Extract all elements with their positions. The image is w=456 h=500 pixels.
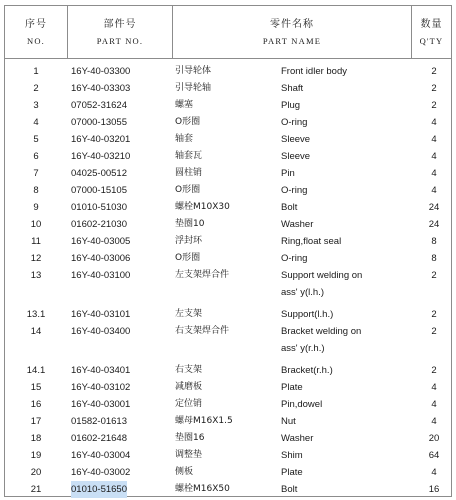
table-row bbox=[5, 430, 451, 447]
table-row bbox=[5, 413, 451, 430]
part-name-en: Sleeve bbox=[281, 134, 311, 145]
part-number: 16Y-40-03300 bbox=[71, 66, 131, 77]
part-name-cn: 侧板 bbox=[175, 467, 194, 477]
part-name-cn: O形圈 bbox=[175, 253, 201, 263]
header-part bbox=[68, 6, 172, 58]
part-name-en: O-ring bbox=[281, 253, 308, 264]
part-number: 01010-51030 bbox=[71, 202, 127, 213]
part-name-en: Washer bbox=[281, 433, 314, 444]
part-name-cn: 引导轮轴 bbox=[175, 83, 212, 93]
table-row bbox=[5, 323, 451, 354]
header-name-en: PART NAME bbox=[262, 36, 322, 46]
quantity: 2 bbox=[431, 100, 437, 111]
part-name-en: Bolt bbox=[281, 202, 298, 213]
row-number: 9 bbox=[33, 202, 39, 213]
part-name-cn: 减磨板 bbox=[175, 382, 203, 392]
part-name-cn: 调整垫 bbox=[175, 450, 203, 460]
quantity: 4 bbox=[431, 117, 437, 128]
table-row bbox=[5, 114, 451, 131]
part-name-en: O-ring bbox=[281, 117, 308, 128]
header-no-en: NO. bbox=[26, 36, 45, 46]
part-name-en: Front idler body bbox=[281, 66, 348, 77]
part-name-en: Pin bbox=[281, 168, 295, 179]
part-name-cn: 螺塞 bbox=[175, 100, 194, 110]
part-number: 16Y-40-03005 bbox=[71, 236, 131, 247]
row-number: 17 bbox=[30, 416, 42, 427]
part-name-en-line2: ass' y(l.h.) bbox=[281, 287, 324, 298]
part-number: 07000-15105 bbox=[71, 185, 127, 196]
part-name-en: Pin,dowel bbox=[281, 399, 323, 410]
quantity: 24 bbox=[428, 219, 440, 230]
part-number: 01602-21030 bbox=[71, 219, 127, 230]
part-number: 16Y-40-03006 bbox=[71, 253, 131, 264]
part-name-cn: 垫圈10 bbox=[175, 219, 205, 229]
part-number: 16Y-40-03001 bbox=[71, 399, 131, 410]
part-name-en: Bracket(r.h.) bbox=[281, 365, 333, 376]
part-number: 07052-31624 bbox=[71, 100, 127, 111]
row-number: 21 bbox=[30, 484, 42, 495]
header-part-en: PART NO. bbox=[96, 36, 144, 46]
quantity: 4 bbox=[431, 399, 437, 410]
quantity: 20 bbox=[428, 433, 440, 444]
quantity: 2 bbox=[431, 309, 437, 320]
part-name-cn: 左支架 bbox=[175, 309, 203, 319]
table-row bbox=[5, 447, 451, 464]
part-name-cn: O形圈 bbox=[175, 185, 201, 195]
table-row bbox=[5, 63, 451, 80]
part-name-en: Shaft bbox=[281, 83, 304, 94]
quantity: 24 bbox=[428, 202, 440, 213]
table-row bbox=[5, 379, 451, 396]
quantity: 2 bbox=[431, 326, 437, 337]
table-row bbox=[5, 267, 451, 298]
row-number: 1 bbox=[33, 66, 39, 77]
part-number: 01010-51650 bbox=[71, 481, 127, 498]
header-qty-en: Q'TY bbox=[419, 36, 444, 46]
quantity: 4 bbox=[431, 416, 437, 427]
quantity: 2 bbox=[431, 66, 437, 77]
table-row bbox=[5, 464, 451, 481]
part-name-en: O-ring bbox=[281, 185, 308, 196]
quantity: 4 bbox=[431, 467, 437, 478]
row-number: 16 bbox=[30, 399, 42, 410]
row-number: 12 bbox=[30, 253, 42, 264]
row-number: 14 bbox=[30, 326, 42, 337]
part-name-cn: 圆柱销 bbox=[175, 168, 203, 178]
part-number: 16Y-40-03401 bbox=[71, 365, 131, 376]
quantity: 64 bbox=[428, 450, 440, 461]
header-part-cn: 部件号 bbox=[103, 19, 137, 30]
quantity: 8 bbox=[431, 253, 437, 264]
part-number: 16Y-40-03101 bbox=[71, 309, 131, 320]
part-name-cn: 轴套 bbox=[175, 134, 194, 144]
table-row bbox=[5, 165, 451, 182]
part-number: 16Y-40-03102 bbox=[71, 382, 131, 393]
part-name-cn: 右支架焊合件 bbox=[175, 326, 230, 336]
quantity: 4 bbox=[431, 134, 437, 145]
quantity: 2 bbox=[431, 270, 437, 281]
row-number: 14.1 bbox=[26, 365, 46, 376]
table-row bbox=[5, 396, 451, 413]
part-number: 16Y-40-03002 bbox=[71, 467, 131, 478]
part-number: 16Y-40-03100 bbox=[71, 270, 131, 281]
part-name-en: Support(l.h.) bbox=[281, 309, 334, 320]
part-number: 07000-13055 bbox=[71, 117, 127, 128]
row-number: 8 bbox=[33, 185, 39, 196]
part-name-en: Support welding on bbox=[281, 270, 363, 281]
part-name-en: Plug bbox=[281, 100, 301, 111]
row-number: 2 bbox=[33, 83, 39, 94]
table-header bbox=[5, 6, 451, 59]
part-name-cn: 右支架 bbox=[175, 365, 203, 375]
header-qty-cn: 数量 bbox=[420, 19, 443, 30]
part-name-cn: 定位销 bbox=[175, 399, 203, 409]
quantity: 8 bbox=[431, 236, 437, 247]
quantity: 4 bbox=[431, 151, 437, 162]
table-row bbox=[5, 233, 451, 250]
part-name-en: Plate bbox=[281, 467, 303, 478]
row-number: 6 bbox=[33, 151, 39, 162]
table-row bbox=[5, 148, 451, 165]
table-row bbox=[5, 216, 451, 233]
row-number: 10 bbox=[30, 219, 42, 230]
row-number: 5 bbox=[33, 134, 39, 145]
table-row bbox=[5, 182, 451, 199]
part-number: 16Y-40-03210 bbox=[71, 151, 131, 162]
part-name-cn: 垫圈16 bbox=[175, 433, 205, 443]
table-row bbox=[5, 481, 451, 498]
row-number: 11 bbox=[31, 236, 41, 247]
part-number: 16Y-40-03400 bbox=[71, 326, 131, 337]
row-number: 15 bbox=[30, 382, 42, 393]
part-number: 16Y-40-03201 bbox=[71, 134, 131, 145]
header-no bbox=[5, 6, 67, 58]
part-name-en-line2: ass' y(r.h.) bbox=[281, 343, 325, 354]
header-name bbox=[173, 6, 411, 58]
part-name-en: Plate bbox=[281, 382, 303, 393]
quantity: 16 bbox=[428, 484, 440, 495]
part-name-cn: 引导轮体 bbox=[175, 66, 212, 76]
part-name-en: Ring,float seal bbox=[281, 236, 342, 247]
table-row bbox=[5, 250, 451, 267]
part-name-cn: 螺栓M10X30 bbox=[175, 202, 230, 212]
part-name-en: Nut bbox=[281, 416, 296, 427]
quantity: 2 bbox=[431, 365, 437, 376]
table-row bbox=[5, 306, 451, 323]
row-number: 18 bbox=[30, 433, 42, 444]
part-name-cn: O形圈 bbox=[175, 117, 201, 127]
part-number: 04025-00512 bbox=[71, 168, 127, 179]
part-name-en: Bolt bbox=[281, 484, 298, 495]
row-number: 4 bbox=[33, 117, 39, 128]
part-number: 16Y-40-03303 bbox=[71, 83, 131, 94]
parts-table bbox=[4, 5, 452, 497]
table-row bbox=[5, 362, 451, 379]
part-name-en: Bracket welding on bbox=[281, 326, 362, 337]
part-name-cn: 轴套瓦 bbox=[175, 151, 203, 161]
part-name-cn: 螺栓M16X50 bbox=[175, 484, 230, 494]
quantity: 2 bbox=[431, 83, 437, 94]
part-name-cn: 浮封环 bbox=[175, 236, 203, 246]
quantity: 4 bbox=[431, 185, 437, 196]
part-name-en: Shim bbox=[281, 450, 303, 461]
header-no-cn: 序号 bbox=[25, 19, 47, 30]
row-number: 3 bbox=[33, 100, 39, 111]
table-row bbox=[5, 131, 451, 148]
row-number: 19 bbox=[30, 450, 42, 461]
quantity: 4 bbox=[431, 168, 437, 179]
part-name-cn: 螺母M16X1.5 bbox=[175, 416, 233, 426]
part-number: 01602-21648 bbox=[71, 433, 127, 444]
row-number: 7 bbox=[33, 168, 39, 179]
part-name-en: Washer bbox=[281, 219, 314, 230]
part-number: 01582-01613 bbox=[71, 416, 127, 427]
header-qty bbox=[412, 6, 451, 58]
table-row bbox=[5, 199, 451, 216]
table-row bbox=[5, 80, 451, 97]
part-name-cn: 左支架焊合件 bbox=[175, 270, 230, 280]
part-name-en: Sleeve bbox=[281, 151, 311, 162]
row-number: 13 bbox=[30, 270, 42, 281]
row-number: 20 bbox=[30, 467, 42, 478]
quantity: 4 bbox=[431, 382, 437, 393]
table-row bbox=[5, 97, 451, 114]
header-name-cn: 零件名称 bbox=[270, 19, 314, 30]
part-number: 16Y-40-03004 bbox=[71, 450, 131, 461]
row-number: 13.1 bbox=[26, 309, 46, 320]
